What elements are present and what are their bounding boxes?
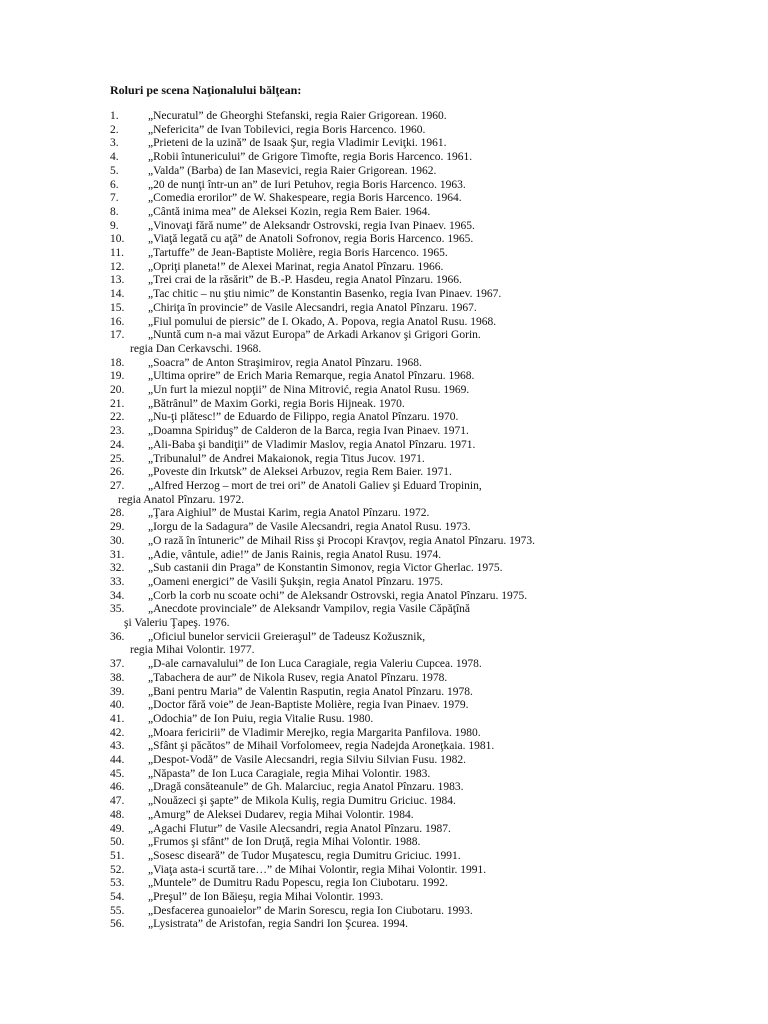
item-number: 24. xyxy=(110,438,125,451)
list-item xyxy=(110,809,670,823)
item-text: „Vinovaţi fără nume” de Aleksandr Ostrovski, regia Ivan Pinaev. 1965. xyxy=(148,219,475,232)
list-item xyxy=(110,192,670,206)
list-item xyxy=(110,261,670,275)
item-number: 54. xyxy=(110,891,125,904)
item-text: „Trei crai de la răsărit” de B.-P. Hasdeu, regia Anatol Pînzaru. 1966. xyxy=(148,274,462,287)
item-number: 30. xyxy=(110,534,125,547)
item-text: „Tribunalul” de Andrei Makaionok, regia Titus Jucov. 1971. xyxy=(148,452,425,465)
item-text: „Alfred Herzog – mort de trei ori” de Anatoli Galiev şi Eduard Tropinin, xyxy=(148,479,482,492)
list-item xyxy=(110,425,670,439)
item-number: 18. xyxy=(110,356,125,369)
item-number: 21. xyxy=(110,397,125,410)
list-item xyxy=(110,658,670,672)
list-item xyxy=(110,699,670,713)
item-number: 37. xyxy=(110,658,125,671)
list-item xyxy=(110,686,670,700)
list-item xyxy=(110,398,670,412)
list-item xyxy=(110,836,670,850)
item-text: „Un furt la miezul nopţii” de Nina Mitrović, regia Anatol Rusu. 1969. xyxy=(148,384,470,397)
item-text: „Bani pentru Maria” de Valentin Rasputin, regia Anatol Pînzaru. 1978. xyxy=(148,685,473,698)
item-number: 48. xyxy=(110,808,125,821)
item-text: „Ali-Baba şi bandiţii” de Vladimir Maslov, regia Anatol Pînzaru. 1971. xyxy=(148,438,476,451)
list-item xyxy=(110,781,670,795)
item-text: „Chiriţa în provincie” de Vasile Alecsandri, regia Anatol Pînzaru. 1967. xyxy=(148,301,477,314)
item-number: 12. xyxy=(110,260,125,273)
item-text: „Oameni energici” de Vasili Şukşin, regia Anatol Pînzaru. 1975. xyxy=(148,575,443,588)
item-number: 29. xyxy=(110,521,125,534)
item-text: „Tartuffe” de Jean-Baptiste Molière, regia Boris Harcenco. 1965. xyxy=(148,247,448,260)
list-item xyxy=(110,274,670,288)
item-number: 6. xyxy=(110,178,119,191)
item-number: 31. xyxy=(110,548,125,561)
item-continuation: şi Valeriu Ţapeş. 1976. xyxy=(124,617,230,630)
item-text: „Valda” (Barba) de Ian Masevici, regia Raier Grigorean. 1962. xyxy=(148,164,437,177)
list-item xyxy=(110,384,670,398)
list-item xyxy=(110,137,670,151)
list-item xyxy=(110,233,670,247)
list-item xyxy=(110,877,670,891)
item-number: 55. xyxy=(110,904,125,917)
item-text: „Amurg” de Aleksei Dudarev, regia Mihai Volontir. 1984. xyxy=(148,808,414,821)
roles-list xyxy=(110,110,670,932)
item-text: „Cântă inima mea” de Aleksei Kozin, regia Rem Baier. 1964. xyxy=(148,205,431,218)
list-item xyxy=(110,165,670,179)
item-text: „Viaţa asta-i scurtă tare…” de Mihai Volontir, regia Mihai Volontir. 1991. xyxy=(148,863,487,876)
list-item xyxy=(110,179,670,193)
item-number: 13. xyxy=(110,274,125,287)
item-text: „Nu-ţi plătesc!” de Eduardo de Filippo, regia Anatol Pînzaru. 1970. xyxy=(148,411,459,424)
item-number: 23. xyxy=(110,425,125,438)
item-text: „Prieteni de la uzină” de Isaak Şur, regia Vladimir Leviţki. 1961. xyxy=(148,137,447,150)
list-item xyxy=(110,672,670,686)
item-text: „Despot-Vodă” de Vasile Alecsandri, regia Silviu Silvian Fusu. 1982. xyxy=(148,754,467,767)
list-item xyxy=(110,370,670,384)
item-text: „Năpasta” de Ion Luca Caragiale, regia Mihai Volontir. 1983. xyxy=(148,767,431,780)
item-text: „Opriţi planeta!” de Alexei Marinat, regia Anatol Pînzaru. 1966. xyxy=(148,260,444,273)
item-text: „Iorgu de la Sadagura” de Vasile Alecsandri, regia Anatol Rusu. 1973. xyxy=(148,521,471,534)
item-number: 41. xyxy=(110,712,125,725)
list-item xyxy=(110,220,670,234)
item-continuation: regia Dan Cerkavschi. 1968. xyxy=(130,342,262,355)
item-text: „Bătrânul” de Maxim Gorki, regia Boris Hijneak. 1970. xyxy=(148,397,405,410)
item-number: 34. xyxy=(110,589,125,602)
list-item xyxy=(110,795,670,809)
item-text: „Muntele” de Dumitru Radu Popescu, regia Ion Ciubotaru. 1992. xyxy=(148,877,448,890)
list-item xyxy=(110,549,670,563)
item-text: „Tabachera de aur” de Nikola Rusev, regia Anatol Pînzaru. 1978. xyxy=(148,671,448,684)
item-number: 26. xyxy=(110,466,125,479)
list-item xyxy=(110,480,670,507)
item-text: „Doamna Spiriduş” de Calderon de la Barca, regia Ivan Pinaev. 1971. xyxy=(148,425,469,438)
item-number: 32. xyxy=(110,562,125,575)
list-item xyxy=(110,206,670,220)
item-number: 38. xyxy=(110,671,125,684)
list-item xyxy=(110,247,670,261)
item-text: „Comedia erorilor” de W. Shakespeare, regia Boris Harcenco. 1964. xyxy=(148,192,462,205)
page-title: Roluri pe scena Naţionalului bălţean: xyxy=(110,83,302,97)
item-number: 51. xyxy=(110,849,125,862)
item-continuation: regia Mihai Volontir. 1977. xyxy=(130,644,255,657)
list-item xyxy=(110,576,670,590)
list-item xyxy=(110,521,670,535)
item-text: „Frumos şi sfânt” de Ion Druţă, regia Mihai Volontir. 1988. xyxy=(148,836,421,849)
list-item xyxy=(110,905,670,919)
list-item xyxy=(110,823,670,837)
item-text: „Sfânt şi păcătos” de Mihail Vorfolomeev, regia Nadejda Aroneţkaia. 1981. xyxy=(148,740,495,753)
item-number: 43. xyxy=(110,740,125,753)
item-number: 27. xyxy=(110,479,125,492)
item-text: „Desfacerea gunoaielor” de Marin Sorescu, regia Ion Ciubotaru. 1993. xyxy=(148,904,473,917)
item-number: 53. xyxy=(110,877,125,890)
item-number: 44. xyxy=(110,754,125,767)
item-number: 35. xyxy=(110,603,125,616)
item-text: „Soacra” de Anton Straşimirov, regia Anatol Pînzaru. 1968. xyxy=(148,356,422,369)
item-number: 19. xyxy=(110,370,125,383)
item-number: 9. xyxy=(110,219,119,232)
list-item xyxy=(110,288,670,302)
item-text: „D-ale carnavalului” de Ion Luca Caragiale, regia Valeriu Cupcea. 1978. xyxy=(148,658,482,671)
item-text: „Fiul pomului de piersic” de I. Okado, A. Popova, regia Anatol Rusu. 1968. xyxy=(148,315,497,328)
list-item xyxy=(110,740,670,754)
list-item xyxy=(110,603,670,630)
item-text: „Lysistrata” de Aristofan, regia Sandri Ion Şcurea. 1994. xyxy=(148,918,408,931)
list-item xyxy=(110,411,670,425)
list-item xyxy=(110,439,670,453)
list-item xyxy=(110,918,670,932)
item-number: 10. xyxy=(110,233,125,246)
item-number: 16. xyxy=(110,315,125,328)
list-item xyxy=(110,110,670,124)
item-number: 1. xyxy=(110,110,119,122)
item-text: „Agachi Flutur” de Vasile Alecsandri, regia Anatol Pînzaru. 1987. xyxy=(148,822,451,835)
list-item xyxy=(110,631,670,658)
item-text: „Necuratul” de Gheorghi Stefanski, regia Raier Grigorean. 1960. xyxy=(148,110,447,122)
item-continuation: regia Anatol Pînzaru. 1972. xyxy=(118,493,245,506)
list-item xyxy=(110,850,670,864)
item-text: „Dragă consăteanule” de Gh. Malarciuc, regia Anatol Pînzaru. 1983. xyxy=(148,781,464,794)
list-item xyxy=(110,864,670,878)
item-number: 15. xyxy=(110,301,125,314)
item-text: „20 de nunţi într-un an” de Iuri Petuhov, regia Boris Harcenco. 1963. xyxy=(148,178,466,191)
item-number: 3. xyxy=(110,137,119,150)
item-text: „Oficiul bunelor servicii Greieraşul” de Tadeusz Kožusznik, xyxy=(148,630,426,643)
list-item xyxy=(110,590,670,604)
list-item xyxy=(110,562,670,576)
item-number: 5. xyxy=(110,164,119,177)
item-number: 8. xyxy=(110,205,119,218)
item-text: „Sosesc diseară” de Tudor Muşatescu, regia Dumitru Griciuc. 1991. xyxy=(148,849,461,862)
item-number: 14. xyxy=(110,288,125,301)
item-number: 22. xyxy=(110,411,125,424)
item-number: 20. xyxy=(110,384,125,397)
item-text: „Poveste din Irkutsk” de Aleksei Arbuzov, regia Rem Baier. 1971. xyxy=(148,466,452,479)
item-number: 46. xyxy=(110,781,125,794)
item-text: „O rază în întuneric” de Mihail Riss şi Procopi Kravţov, regia Anatol Pînzaru. 1973. xyxy=(148,534,535,547)
list-item xyxy=(110,754,670,768)
item-number: 33. xyxy=(110,575,125,588)
list-item xyxy=(110,507,670,521)
list-item xyxy=(110,124,670,138)
list-item xyxy=(110,151,670,165)
item-text: „Nefericita” de Ivan Tobilevici, regia Boris Harcenco. 1960. xyxy=(148,123,426,136)
item-text: „Viaţă legată cu aţă” de Anatoli Sofronov, regia Boris Harcenco. 1965. xyxy=(148,233,474,246)
list-item xyxy=(110,713,670,727)
item-number: 2. xyxy=(110,123,119,136)
item-text: „Nouăzeci şi şapte” de Mikola Kuliş, regia Dumitru Griciuc. 1984. xyxy=(148,795,456,808)
item-text: „Anecdote provinciale” de Aleksandr Vampilov, regia Vasile Căpăţînă xyxy=(148,603,470,616)
item-number: 50. xyxy=(110,836,125,849)
item-number: 4. xyxy=(110,151,119,164)
item-text: „Doctor fără voie” de Jean-Baptiste Molière, regia Ivan Pinaev. 1979. xyxy=(148,699,469,712)
list-item xyxy=(110,535,670,549)
list-item xyxy=(110,453,670,467)
list-item xyxy=(110,357,670,371)
item-number: 45. xyxy=(110,767,125,780)
item-text: „Adie, vântule, adie!” de Janis Rainis, regia Anatol Rusu. 1974. xyxy=(148,548,442,561)
item-text: „Odochia” de Ion Puiu, regia Vitalie Rusu. 1980. xyxy=(148,712,374,725)
item-text: „Sub castanii din Praga” de Konstantin Simonov, regia Victor Gherlac. 1975. xyxy=(148,562,503,575)
item-text: „Ultima oprire” de Erich Maria Remarque, regia Anatol Pînzaru. 1968. xyxy=(148,370,475,383)
item-number: 42. xyxy=(110,726,125,739)
item-text: „Tac chitic – nu ştiu nimic” de Konstantin Basenko, regia Ivan Pinaev. 1967. xyxy=(148,288,502,301)
item-text: „Moara fericirii” de Vladimir Merejko, regia Margarita Panfilova. 1980. xyxy=(148,726,481,739)
item-number: 36. xyxy=(110,630,125,643)
list-item xyxy=(110,329,670,356)
item-text: „Ţara Aighiul” de Mustai Karim, regia Anatol Pînzaru. 1972. xyxy=(148,507,430,520)
list-item xyxy=(110,891,670,905)
item-text: „Preşul” de Ion Băieşu, regia Mihai Volontir. 1993. xyxy=(148,891,384,904)
item-number: 7. xyxy=(110,192,119,205)
item-number: 28. xyxy=(110,507,125,520)
item-number: 40. xyxy=(110,699,125,712)
item-number: 47. xyxy=(110,795,125,808)
list-item xyxy=(110,316,670,330)
item-number: 11. xyxy=(110,247,124,260)
item-number: 49. xyxy=(110,822,125,835)
list-item xyxy=(110,727,670,741)
item-number: 56. xyxy=(110,918,125,931)
item-text: „Nuntă cum n-a mai văzut Europa” de Arkadi Arkanov şi Grigori Gorin. xyxy=(148,329,481,342)
list-item xyxy=(110,302,670,316)
item-number: 17. xyxy=(110,329,125,342)
item-number: 25. xyxy=(110,452,125,465)
item-text: „Corb la corb nu scoate ochi” de Aleksandr Ostrovski, regia Anatol Pînzaru. 1975. xyxy=(148,589,528,602)
list-item xyxy=(110,768,670,782)
item-number: 52. xyxy=(110,863,125,876)
item-number: 39. xyxy=(110,685,125,698)
item-text: „Robii întunericului” de Grigore Timofte, regia Boris Harcenco. 1961. xyxy=(148,151,473,164)
list-item xyxy=(110,466,670,480)
